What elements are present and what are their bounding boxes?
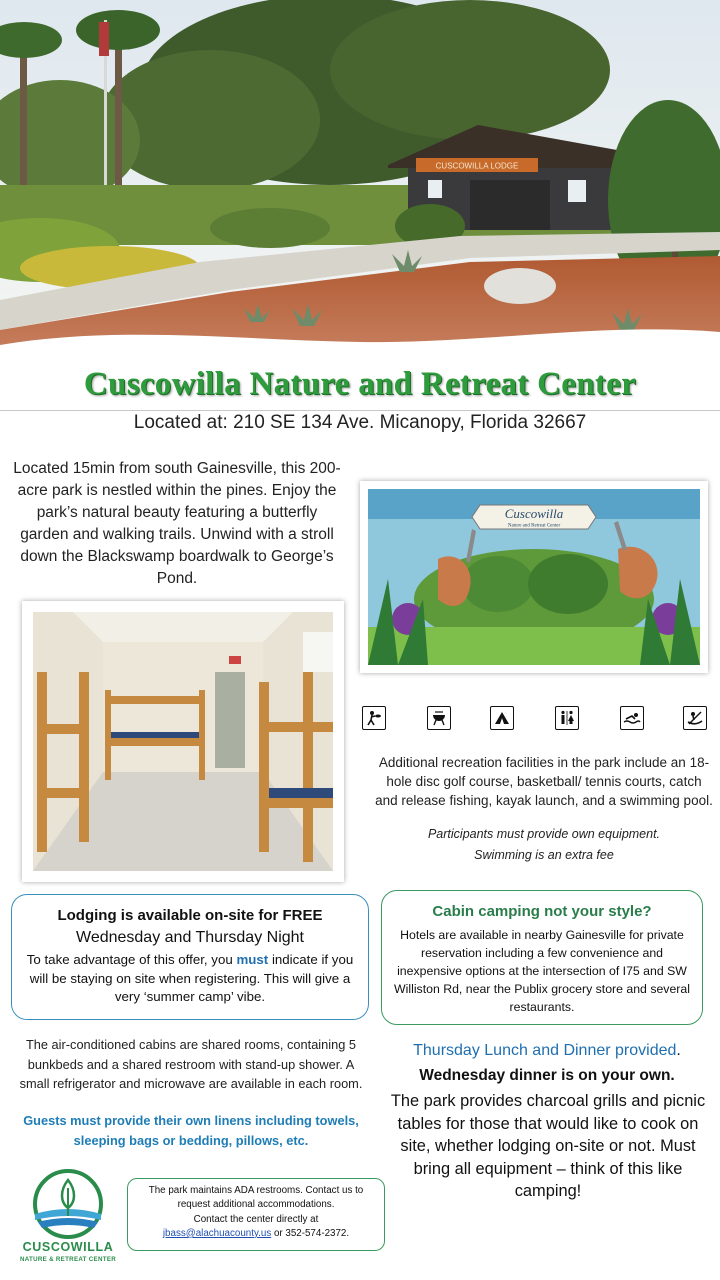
bunkbeds-room xyxy=(33,612,333,871)
logo-emblem xyxy=(10,1168,126,1240)
address-line: Located at: 210 SE 134 Ave. Micanopy, Florida 32667 xyxy=(133,412,587,433)
cuscowilla-mural xyxy=(368,489,700,665)
amenity-icons xyxy=(360,706,710,732)
logo-tagline: NATURE & RETREAT CENTER xyxy=(19,1256,117,1263)
kayak-icon xyxy=(683,706,707,730)
lodging-must: must xyxy=(236,952,269,967)
page-title: Cuscowilla Nature and Retreat Center xyxy=(83,366,637,402)
meals-provided-text: Thursday Lunch and Dinner provided xyxy=(413,1042,677,1059)
recreation-paragraph: Additional recreation facilities in the park include an 18-hole disc golf course, basketball/ tennis courts, catch and release fishing, kayak launch, and a swimming pool. xyxy=(375,755,713,808)
park-lodge-illustration xyxy=(0,0,720,362)
camping-hotels-text: Hotels are available in nearby Gainesville for private reservation including a few convenience and inexpensive options at the intersection of I75 and SW Williston Rd, near the Publix grocery store and several restaurants. xyxy=(394,928,690,1014)
hero-photo xyxy=(0,0,720,362)
mural-banner-sub: Nature and Retreat Center xyxy=(507,523,561,529)
mural-banner-title: Cuscowilla xyxy=(504,506,564,521)
lodging-body-start: To take advantage of this offer, you xyxy=(26,952,233,967)
contact-info xyxy=(132,1184,380,1240)
cabin-interior-photo xyxy=(22,601,344,882)
mural-photo xyxy=(360,481,708,673)
title-divider xyxy=(0,410,720,411)
contact-intro: Contact the center directly at xyxy=(193,1214,319,1226)
contact-line xyxy=(132,1227,380,1241)
grill-icon xyxy=(427,706,451,730)
swimming-fee-note: Swimming is an extra fee xyxy=(474,848,614,862)
wednesday-dinner-note: Wednesday dinner is on your own. xyxy=(419,1067,675,1084)
disc-golf-icon xyxy=(362,706,386,730)
cabins-description: The air-conditioned cabins are shared rooms, containing 5 bunkbeds and a shared restroom with stand-up shower. A small refrigerator and microwave are available in each room. xyxy=(19,1037,363,1091)
swimming-icon xyxy=(620,706,644,730)
contact-phone: or 352-574-2372. xyxy=(271,1227,350,1239)
intro-paragraph: Located 15min from south Gainesville, this 200-acre park is nestled within the pines. Enjoy the park’s natural beauty featuring a butterfly garden and walking trails. Unwind with a stroll down the Blackswamp boardwalk to George’s Pond. xyxy=(13,460,341,587)
equipment-note: Participants must provide own equipment. xyxy=(427,827,661,841)
restroom-icon xyxy=(555,706,579,730)
lodging-title: Lodging is available on-site for FREE xyxy=(57,907,323,924)
lodging-body-end: indicate if you will be staying on site when registering. This will give a very ‘summer camp’ vibe. xyxy=(29,952,354,1004)
contact-email-link[interactable]: jbass@alachuacounty.us xyxy=(162,1227,272,1239)
grills-paragraph: The park provides charcoal grills and picnic tables for those that would like to cook on site, whether lodging on-site or not. Must bring all equipment – think of this like camping! xyxy=(390,1092,706,1200)
logo-name: CUSCOWILLA xyxy=(22,1240,114,1254)
lodging-nights: Wednesday and Thursday Night xyxy=(76,929,304,946)
lodging-instructions xyxy=(22,951,358,1007)
linens-notice: Guests must provide their own linens including towels, sleeping bags or bedding, pillows, etc. xyxy=(23,1113,359,1148)
lodge-sign: CUSCOWILLA LODGE xyxy=(435,161,519,171)
meals-provided xyxy=(382,1042,712,1060)
ada-note: The park maintains ADA restrooms. Contact us to request additional accommodations. xyxy=(148,1185,364,1210)
cuscowilla-logo xyxy=(10,1168,126,1268)
camping-title: Cabin camping not your style? xyxy=(432,903,652,920)
meals-provided-period: . xyxy=(676,1042,681,1059)
tent-icon xyxy=(490,706,514,730)
